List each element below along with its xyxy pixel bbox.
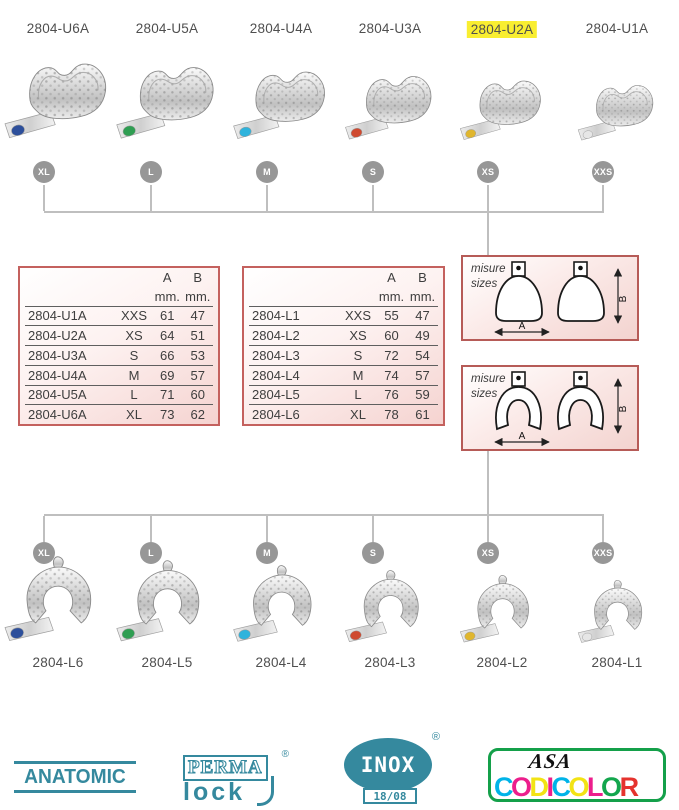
size-badge: S	[362, 542, 384, 564]
size-badge: M	[256, 542, 278, 564]
lower-tray-image	[458, 574, 547, 648]
size-badge: XL	[33, 161, 55, 183]
codicolor-text: CODICOLOR	[494, 772, 637, 802]
connector-line	[150, 185, 152, 211]
inox-grade-badge: 18/08	[363, 788, 417, 804]
product-code: 2804-L2	[476, 655, 528, 670]
size-badge: XL	[33, 542, 55, 564]
lower-dimensions-table	[242, 266, 445, 426]
upper-tray-image	[576, 78, 659, 147]
table-row: 2804-L5 L 76 59	[249, 385, 438, 405]
col-header-b: B	[418, 269, 427, 285]
lower-tray-image	[231, 564, 332, 648]
permalock-logo: PERMA ® lock	[183, 749, 289, 806]
product-code: 2804-L3	[364, 655, 416, 670]
connector-line	[266, 516, 268, 542]
product-code: 2804-U6A	[26, 21, 90, 36]
dim-label-a: A	[518, 431, 526, 442]
table-row: 2804-U6A XL 73 62	[25, 404, 213, 424]
size-badge: XXS	[592, 542, 614, 564]
table-row: 2804-U4A M 69 57	[25, 365, 213, 385]
registered-mark-icon: ®	[281, 749, 289, 760]
table-row: 2804-L3 S 72 54	[249, 345, 438, 365]
misure-sizes-panel-lower	[461, 365, 639, 451]
product-code: 2804-L1	[591, 655, 643, 670]
product-code: 2804-L6	[32, 655, 84, 670]
table-row: 2804-L1 XXS 55 47	[249, 306, 438, 326]
product-code-highlighted: 2804-U2A	[467, 21, 537, 38]
anatomic-logo: ANATOMIC	[14, 761, 136, 793]
connector-line	[266, 185, 268, 211]
upper-tray-image	[458, 73, 547, 147]
table-units-row	[25, 287, 213, 306]
lower-tray-image	[114, 559, 221, 648]
connector-line	[487, 451, 489, 514]
dim-label-b: B	[618, 295, 629, 303]
table-row: 2804-U3A S 66 53	[25, 345, 213, 365]
misure-sizes-panel-upper	[461, 255, 639, 341]
table-row: 2804-L2 XS 60 49	[249, 325, 438, 345]
unit-b: mm.	[409, 288, 436, 304]
connector-line	[602, 185, 604, 211]
product-code: 2804-U3A	[358, 21, 422, 36]
connector-line	[372, 185, 374, 211]
lock-curve-decoration	[257, 776, 274, 806]
table-header-row	[25, 268, 213, 287]
size-badge: L	[140, 542, 162, 564]
upper-tray-image	[114, 58, 221, 147]
product-code: 2804-U5A	[135, 21, 199, 36]
table-header-row	[249, 268, 438, 287]
product-code: 2804-U4A	[249, 21, 313, 36]
size-badge: XS	[477, 542, 499, 564]
upper-dimensions-table	[18, 266, 220, 426]
connector-line	[44, 514, 604, 516]
product-code: 2804-L5	[141, 655, 193, 670]
misure-sizes-caption: misure sizes	[471, 373, 506, 400]
upper-tray-image	[343, 68, 438, 147]
connector-line	[372, 516, 374, 542]
connector-line	[43, 516, 45, 542]
connector-line	[43, 185, 45, 211]
size-badge: M	[256, 161, 278, 183]
size-badge: L	[140, 161, 162, 183]
upper-tray-image	[2, 54, 114, 147]
table-row: 2804-U1A XXS 61 47	[25, 306, 213, 326]
table-row: 2804-L4 M 74 57	[249, 365, 438, 385]
unit-a: mm.	[154, 288, 180, 304]
col-header-a: A	[162, 269, 172, 285]
codicolor-logo	[488, 748, 666, 802]
connector-line	[487, 185, 489, 211]
table-row: 2804-U2A XS 64 51	[25, 325, 213, 345]
inox-logo: INOX ® 18/08	[344, 738, 436, 792]
lower-tray-image	[576, 579, 659, 648]
connector-line	[487, 516, 489, 542]
connector-line	[602, 516, 604, 542]
product-code: 2804-L4	[255, 655, 307, 670]
misure-sizes-caption: misure sizes	[471, 263, 506, 290]
lower-tray-image	[343, 569, 438, 648]
registered-mark-icon: ®	[431, 731, 440, 743]
size-badge: XXS	[592, 161, 614, 183]
product-code: 2804-U1A	[585, 21, 649, 36]
connector-line	[150, 516, 152, 542]
table-units-row	[249, 287, 438, 306]
unit-a: mm.	[378, 288, 405, 304]
size-badge: XS	[477, 161, 499, 183]
dim-label-a: A	[518, 321, 526, 332]
asa-brand-text: ASA	[527, 749, 574, 773]
lower-tray-image	[2, 555, 114, 648]
size-badge: S	[362, 161, 384, 183]
table-row: 2804-U5A L 71 60	[25, 385, 213, 405]
connector-line	[44, 211, 604, 213]
upper-tray-image	[231, 63, 332, 147]
connector-line	[487, 213, 489, 255]
table-row: 2804-L6 XL 78 61	[249, 404, 438, 424]
col-header-a: A	[387, 269, 396, 285]
unit-b: mm.	[185, 288, 211, 304]
col-header-b: B	[193, 269, 203, 285]
dim-label-b: B	[618, 405, 629, 413]
